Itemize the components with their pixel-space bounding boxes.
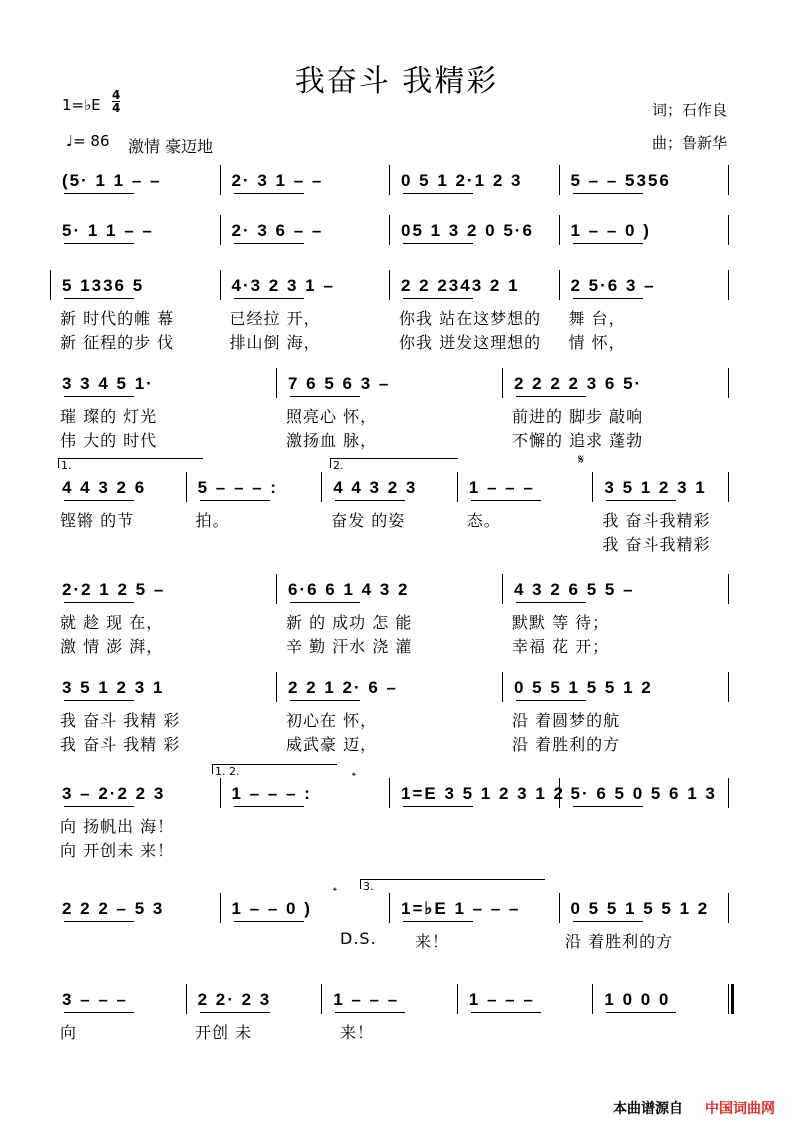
bar-line [559, 270, 560, 300]
beam-line [200, 500, 270, 501]
page-title: 我奋斗 我精彩 [294, 64, 499, 99]
lyric-text: 激 情 澎 湃， [60, 637, 164, 656]
lyricist: 词；石作良 [652, 101, 728, 119]
bar-line [559, 165, 560, 195]
bar-line [220, 893, 221, 923]
lyric-text: 沿 着胜利的方 [565, 932, 674, 951]
composer: 曲；鲁新华 [652, 134, 728, 152]
bar-line [728, 472, 729, 502]
measure-notes: 05 1 3 2 0 5·6 [401, 221, 534, 240]
ending-label: 3. [363, 880, 374, 893]
bar-line [728, 215, 729, 245]
lyric-text: 我 奋斗我精彩 [602, 511, 711, 530]
lyric-text: 沿 着胜利的方 [512, 735, 621, 754]
bar-line [276, 574, 277, 604]
bar-line [728, 778, 729, 808]
bar-line [592, 472, 593, 502]
lyric-text: 你我 站在这梦想的 [399, 309, 542, 328]
bar-line [728, 574, 729, 604]
beam-line [403, 193, 473, 194]
lyric-text: 默默 等 待； [512, 613, 610, 632]
beam-line [234, 921, 304, 922]
measure-notes: 3 5 1 2 3 1 [604, 478, 707, 497]
measure-notes: 4 4 3 2 3 [333, 478, 418, 497]
measure-notes: 0 5 5 1 5 5 1 2 [514, 678, 653, 697]
bar-line [389, 893, 390, 923]
measure-notes: 1 – – 0 ) [570, 221, 651, 240]
beam-line [64, 298, 134, 299]
lyric-text: 向 [60, 1023, 78, 1042]
score-line [0, 452, 793, 554]
beam-line [64, 193, 134, 194]
mood-marking: 激情 豪迈地 [128, 137, 214, 156]
measure-notes: 2· 3 1 – – [231, 171, 324, 190]
bar-line [559, 893, 560, 923]
lyric-text: 你我 迸发这理想的 [399, 333, 542, 352]
measure-notes: 7 6 5 6 3 – [288, 374, 391, 393]
beam-line [64, 921, 134, 922]
lyric-text: 向 开创未 来！ [60, 841, 175, 860]
beam-line [403, 806, 473, 807]
bar-line [321, 984, 322, 1014]
beam-line [234, 193, 304, 194]
beam-line [516, 396, 586, 397]
bar-line [186, 472, 187, 502]
beam-line [335, 1012, 405, 1013]
ending-label: 2. [333, 459, 344, 472]
measure-notes: 1 – – – [468, 478, 535, 497]
beam-line [64, 700, 134, 701]
measure-notes: 4 3 2 6 5 5 – [514, 580, 635, 599]
beam-line [471, 500, 541, 501]
lyric-text: 照亮心 怀， [286, 407, 378, 426]
bar-line [728, 984, 729, 1014]
bar-line [276, 672, 277, 702]
measure-notes: 4·3 2 3 1 – [231, 276, 335, 295]
final-bar-line [731, 984, 734, 1014]
bar-line [728, 893, 729, 923]
lyric-text: 向 扬帆出 海！ [60, 817, 175, 836]
measure-notes: 1 0 0 0 [604, 990, 671, 1009]
lyric-text: 已经拉 开， [229, 309, 321, 328]
beam-line [403, 921, 473, 922]
bar-line [728, 672, 729, 702]
bar-line [559, 215, 560, 245]
score-line [0, 270, 793, 350]
bar-line [50, 270, 51, 300]
ending-bracket-tick [58, 458, 59, 468]
lyric-text: 辛 勤 汗水 浇 灌 [286, 637, 413, 656]
bar-line [502, 574, 503, 604]
measure-notes: 0 5 1 2·1 2 3 [401, 171, 523, 190]
measure-notes: 1 – – – [468, 990, 535, 1009]
measure-notes: 1 – – – : [231, 784, 312, 803]
key-text: 1=♭E [62, 96, 101, 114]
measure-notes: 2 2 2 – 5 3 [62, 899, 165, 918]
measure-notes: 1=E 3 5 1 2 3 1 2 [401, 784, 565, 803]
lyric-text: 情 怀， [568, 333, 626, 352]
measure-notes: 2 2· 2 3 [197, 990, 272, 1009]
lyric-text: 不懈的 追求 蓬勃 [512, 431, 644, 450]
ending-bracket-tick [330, 458, 331, 468]
score-line [0, 672, 793, 752]
measure-notes: 4 4 3 2 6 [62, 478, 147, 497]
bar-line [276, 368, 277, 398]
bar-line [186, 984, 187, 1014]
ending-bracket-tick [360, 879, 361, 889]
lyric-text: 前进的 脚步 敲响 [512, 407, 644, 426]
beam-line [573, 193, 643, 194]
beam-line [64, 243, 134, 244]
beam-line [290, 396, 360, 397]
measure-notes: 3 5 1 2 3 1 [62, 678, 165, 697]
beam-line [335, 500, 405, 501]
beam-line [606, 1012, 676, 1013]
lyric-text: 我 奋斗 我精 彩 [60, 711, 181, 730]
measure-notes: 3 – 2·2 2 3 [62, 784, 166, 803]
measure-notes: 3 – – – [62, 990, 128, 1009]
beam-line [471, 1012, 541, 1013]
lyric-text: 沿 着圆梦的航 [512, 711, 621, 730]
measure-notes: 1 – – – [333, 990, 400, 1009]
lyric-text: 来！ [415, 932, 450, 951]
beam-line [290, 700, 360, 701]
lyric-text: 拍。 [195, 511, 230, 530]
beam-line [573, 921, 643, 922]
beam-line [64, 1012, 134, 1013]
measure-notes: 2 2 2 2 3 6 5· [514, 374, 643, 393]
measure-notes: 1=♭E 1 – – – [401, 899, 521, 918]
beam-line [200, 1012, 270, 1013]
tempo-marking: ♩= 86 [66, 132, 110, 150]
score-line [0, 984, 793, 1064]
lyric-text: 开创 未 [195, 1023, 253, 1042]
footer-source-brand: 中国词曲网 [705, 1101, 775, 1117]
ending-bracket-tick [212, 764, 213, 774]
score-line [0, 574, 793, 654]
score-line [0, 765, 793, 860]
bar-line [220, 165, 221, 195]
bar-line [321, 472, 322, 502]
measure-notes: 2 2 2343 2 1 [401, 276, 520, 295]
bar-line [502, 368, 503, 398]
lyric-text: 新 的 成功 怎 能 [286, 613, 413, 632]
footer-source-label: 本曲谱源自 [613, 1101, 683, 1117]
bar-line [457, 472, 458, 502]
measure-notes: 5 1336 5 [62, 276, 145, 295]
beam-line [64, 500, 134, 501]
measure-notes: (5· 1 1 – – [62, 171, 162, 190]
lyric-text: 激扬血 脉， [286, 431, 378, 450]
bar-line [502, 672, 503, 702]
lyric-text: 就 趁 现 在， [60, 613, 164, 632]
measure-notes: 0 5 5 1 5 5 1 2 [570, 899, 710, 918]
beam-line [64, 602, 134, 603]
lyric-text: 舞 台， [568, 309, 626, 328]
measure-notes: 5· 6 5 0 5 6 1 3 [570, 784, 717, 803]
score-line [0, 368, 793, 448]
beam-line [64, 396, 134, 397]
bar-line [728, 368, 729, 398]
ending-bracket [58, 458, 203, 459]
bar-line [220, 778, 221, 808]
lyric-text: 我 奋斗 我精 彩 [60, 735, 181, 754]
lyric-text: 威武豪 迈， [286, 735, 378, 754]
bar-line [728, 165, 729, 195]
lyric-text: 初心在 怀， [286, 711, 378, 730]
measure-notes: 1 – – 0 ) [231, 899, 312, 918]
lyric-text: 新 征程的步 伐 [60, 333, 175, 352]
lyric-text: 来！ [340, 1023, 375, 1042]
bar-line [220, 215, 221, 245]
lyric-text: 铿锵 的节 [60, 511, 135, 530]
beam-line [234, 243, 304, 244]
coda-icon: 𝄌 [333, 885, 337, 898]
beam-line [290, 602, 360, 603]
lyric-text: 伟 大的 时代 [60, 431, 158, 450]
coda-icon: 𝄌 [352, 770, 356, 783]
ending-label: 1. [61, 459, 72, 472]
bar-line [457, 984, 458, 1014]
lyric-text: 态。 [466, 511, 501, 530]
lyric-text: 璀 璨的 灯光 [60, 407, 158, 426]
measure-notes: 2 5·6 3 – [570, 276, 656, 295]
lyric-text: 新 时代的帷 幕 [60, 309, 175, 328]
beam-line [403, 243, 473, 244]
beam-line [403, 298, 473, 299]
lyric-text: 我 奋斗我精彩 [602, 535, 711, 554]
beam-line [234, 806, 304, 807]
measure-notes: 5· 1 1 – – [62, 221, 154, 240]
bar-line [220, 270, 221, 300]
footer [613, 1098, 775, 1118]
bar-line [389, 270, 390, 300]
beam-line [573, 806, 643, 807]
beam-line [516, 602, 586, 603]
measure-notes: 2· 3 6 – – [231, 221, 324, 240]
bar-line [389, 778, 390, 808]
measure-notes: 5 – – 5356 [570, 171, 671, 190]
beam-line [516, 700, 586, 701]
lyric-text: 排山倒 海， [229, 333, 321, 352]
beam-line [573, 298, 643, 299]
bar-line [728, 270, 729, 300]
ending-bracket [330, 458, 458, 459]
beam-line [64, 806, 134, 807]
key-signature [62, 96, 101, 114]
lyric-text: D.S. [340, 929, 377, 948]
score-line [0, 880, 793, 973]
bar-line [389, 165, 390, 195]
segno-icon: 𝄋 [578, 452, 585, 468]
measure-notes: 2 2 1 2· 6 – [288, 678, 399, 697]
beam-line [234, 298, 304, 299]
ending-bracket [360, 879, 545, 880]
lyric-text: 奋发 的姿 [331, 511, 406, 530]
beam-line [573, 243, 643, 244]
time-signature [112, 89, 120, 114]
beam-line [606, 500, 676, 501]
measure-notes: 6·6 6 1 4 3 2 [288, 580, 410, 599]
measure-notes: 5 – – – : [197, 478, 278, 497]
measure-notes: 3 3 4 5 1· [62, 374, 154, 393]
time-signature-bottom: 4 [112, 101, 121, 115]
ending-label: 1. 2. [215, 765, 240, 778]
measure-notes: 2·2 1 2 5 – [62, 580, 166, 599]
lyric-text: 幸福 花 开； [512, 637, 610, 656]
bar-line [592, 984, 593, 1014]
time-signature-top: 4 [112, 88, 121, 102]
bar-line [389, 215, 390, 245]
